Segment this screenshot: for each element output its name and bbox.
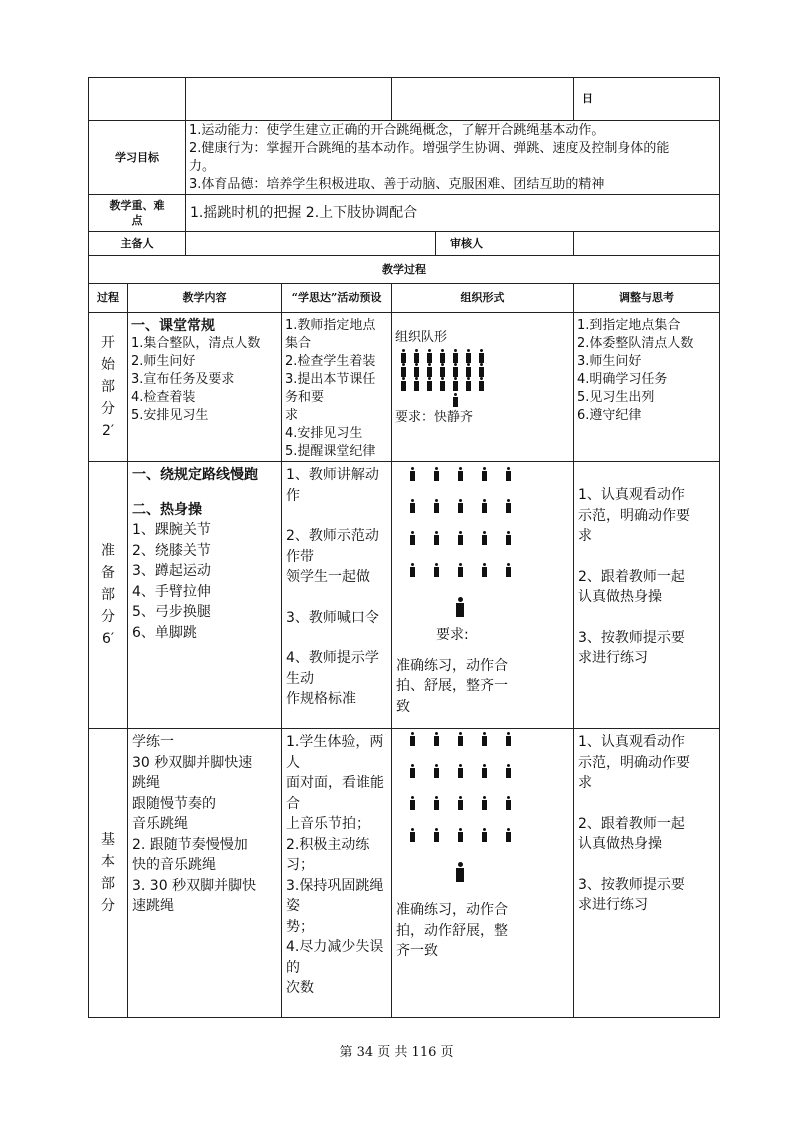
adjust-line: 认真做热身操 [578, 589, 663, 605]
content-title: 一、绕规定路线慢跑 [132, 467, 258, 483]
phase-char: 基 [101, 832, 115, 848]
teacher-icon [453, 393, 458, 407]
student-icon [434, 764, 439, 778]
goal-line: 1.运动能力：使学生建立正确的开合跳绳概念，了解开合跳绳基本动作。 [189, 123, 605, 138]
org-note-line: 拍、舒展，整齐一 [396, 678, 508, 694]
phase-char: 部 [101, 587, 115, 603]
org-note-line: 准确练习，动作合 [396, 657, 508, 674]
student-icon [458, 499, 463, 513]
student-icon [427, 349, 432, 363]
student-icon [506, 828, 511, 842]
preparer-value [186, 232, 436, 256]
goals-label: 学习目标 [89, 121, 186, 195]
adjust-line: 1.到指定地点集合 [577, 318, 681, 333]
goal-line: 2.健康行为：掌握开合跳绳的基本动作。增强学生协调、弹跳、速度及控制身体的能 [189, 141, 670, 156]
formation-lines-basic [396, 732, 569, 900]
adjust-line: 示范，明确动作要 [578, 507, 691, 524]
student-icon [506, 732, 511, 746]
student-icon [453, 349, 458, 363]
activity-line: 2、教师示范动作带 [286, 528, 379, 565]
student-icon [453, 363, 458, 377]
student-icon [414, 377, 419, 391]
content-line: 一、课堂常规 [131, 318, 215, 334]
student-icon [458, 732, 463, 746]
col-header-process: 过程 [89, 284, 128, 313]
start-organization [392, 313, 574, 462]
goals-text [186, 121, 720, 195]
adjust-line: 认真做热身操 [578, 836, 663, 852]
student-icon [427, 363, 432, 377]
org-note-line: 拍，动作舒展，整 [396, 922, 508, 939]
content-line: 3、蹲起运动 [132, 563, 211, 579]
col-header-organization: 组织形式 [392, 284, 574, 313]
phase-char: 分 [101, 401, 115, 417]
adjust-line: 求进行练习 [578, 650, 649, 666]
student-icon [482, 828, 487, 842]
activity-line: 4.安排见习生 [285, 426, 363, 441]
adjust-line: 求 [578, 775, 593, 791]
org-note-line: 齐一致 [396, 943, 438, 959]
content-line: 3.宣布任务及要求 [131, 372, 235, 387]
org-note: 要求：快静齐 [395, 410, 474, 425]
activity-line: 上音乐节拍； [286, 816, 370, 832]
phase-prep [89, 462, 128, 729]
student-icon [506, 764, 511, 778]
student-icon [479, 363, 484, 377]
basic-content [128, 729, 282, 1018]
goals-row [89, 121, 720, 195]
activity-line: 作规格标准 [286, 691, 356, 707]
activity-line: 2.检查学生着装 [285, 354, 376, 369]
student-icon [410, 531, 415, 545]
header-row [89, 78, 720, 121]
student-icon [506, 499, 511, 513]
activity-line: 1、教师讲解动作 [286, 467, 379, 504]
org-requirement-label: 要求: [436, 627, 469, 643]
section-basic-row [89, 729, 720, 1018]
page-footer: 第 34 页 共 116 页 [339, 1045, 454, 1060]
student-icon [410, 467, 415, 481]
activity-line: 4、教师提示学生动 [286, 650, 379, 687]
student-icon [506, 796, 511, 810]
adjust-line: 求进行练习 [578, 897, 649, 913]
student-icon [440, 349, 445, 363]
lesson-plan-table [88, 77, 720, 1018]
student-icon [479, 349, 484, 363]
student-icon [466, 363, 471, 377]
content-line: 音乐跳绳 [132, 816, 188, 832]
phase-char: 准 [101, 543, 115, 559]
student-icon [453, 377, 458, 391]
content-line: 快的音乐跳绳 [132, 857, 216, 873]
adjust-line: 5.见习生出列 [577, 390, 655, 405]
activity-line: 面对面，看谁能合 [286, 775, 384, 812]
student-icon [410, 563, 415, 577]
content-line: 速跳绳 [132, 898, 174, 914]
phase-char: 6′ [101, 631, 115, 647]
goal-line: 力。 [189, 159, 216, 174]
student-icon [410, 828, 415, 842]
student-icon [479, 377, 484, 391]
content-line: 1.集合整队，清点人数 [131, 336, 261, 351]
start-adjust [574, 313, 720, 462]
activity-line: 求 [285, 408, 299, 423]
activity-line: 4.尽力减少失误的 [286, 939, 384, 976]
key-points-label [89, 195, 186, 232]
start-activity [282, 313, 392, 462]
student-icon [482, 467, 487, 481]
phase-char: 开 [101, 335, 115, 351]
student-icon [434, 499, 439, 513]
prep-content [128, 462, 282, 729]
student-icon [466, 349, 471, 363]
student-icon [410, 499, 415, 513]
basic-adjust [574, 729, 720, 1018]
student-icon [458, 531, 463, 545]
org-title: 组织队形 [395, 330, 448, 345]
activity-line: 势； [286, 918, 314, 935]
student-icon [434, 467, 439, 481]
adjust-line: 示范，明确动作要 [578, 754, 691, 771]
student-icon [482, 764, 487, 778]
reviewer-value [574, 232, 720, 256]
content-line: 3. 30 秒双脚并脚快 [132, 877, 257, 894]
org-note-line: 准确练习，动作合 [396, 902, 508, 918]
student-icon [458, 563, 463, 577]
content-line: 4.检查着装 [131, 390, 196, 405]
content-title: 二、热身操 [132, 501, 202, 518]
student-icon [458, 467, 463, 481]
activity-line: 1.学生体验，两人 [286, 734, 384, 771]
lesson-plan-sheet [88, 77, 719, 1018]
student-icon [482, 531, 487, 545]
activity-line: 次数 [286, 980, 314, 996]
student-icon [410, 732, 415, 746]
col-header-activity: “学思达”活动预设 [282, 284, 392, 313]
section-prep-row [89, 462, 720, 729]
process-title-row [89, 256, 720, 284]
basic-activity [282, 729, 392, 1018]
student-icon [414, 349, 419, 363]
day-label: 日 [574, 78, 720, 121]
student-icon [427, 377, 432, 391]
student-icon [458, 796, 463, 810]
key-points-row [89, 195, 720, 232]
phase-char: 分 [101, 898, 115, 914]
col-header-adjust: 调整与思考 [574, 284, 720, 313]
phase-char: 分 [101, 609, 115, 625]
activity-line: 3.提出本节课任务和要 [285, 372, 376, 405]
content-line: 5.安排见习生 [131, 408, 209, 423]
student-icon [506, 563, 511, 577]
phase-basic [89, 729, 128, 1018]
phase-char: 本 [101, 854, 115, 870]
student-icon [458, 828, 463, 842]
content-line: 学练一 [132, 734, 174, 750]
org-note-line: 致 [396, 698, 410, 715]
activity-line: 领学生一起做 [286, 569, 370, 585]
student-icon [482, 563, 487, 577]
student-icon [434, 828, 439, 842]
content-line: 4、手臂拉伸 [132, 583, 211, 600]
prep-adjust [574, 462, 720, 729]
activity-line: 3、教师喊口令 [286, 609, 379, 626]
col-header-content: 教学内容 [128, 284, 282, 313]
content-line: 2.师生问好 [131, 354, 196, 369]
student-icon [434, 796, 439, 810]
adjust-line: 3.师生问好 [577, 354, 642, 369]
activity-line: 2.积极主动练习； [286, 836, 370, 873]
student-icon [410, 764, 415, 778]
activity-line: 3.保持巩固跳绳姿 [286, 877, 384, 914]
student-icon [401, 363, 406, 377]
student-icon [440, 377, 445, 391]
adjust-line: 求 [578, 528, 593, 544]
adjust-line: 6.遵守纪律 [577, 408, 642, 423]
adjust-line: 3、按教师提示要 [578, 629, 685, 646]
prep-activity [282, 462, 392, 729]
phase-start [89, 313, 128, 462]
student-icon [440, 363, 445, 377]
adjust-line: 4.明确学习任务 [577, 372, 668, 387]
key-points-label-line: 教学重、难 [109, 199, 165, 212]
content-line: 跟随慢节奏的 [132, 795, 216, 812]
student-icon [466, 377, 471, 391]
student-icon [401, 349, 406, 363]
content-line: 6、单脚跳 [132, 624, 197, 641]
student-icon [401, 377, 406, 391]
formation-lines-prep [396, 465, 569, 625]
phase-char: 部 [101, 876, 115, 892]
activity-line: 1.教师指定地点集合 [285, 318, 376, 351]
content-line: 跳绳 [132, 775, 160, 791]
student-icon [458, 764, 463, 778]
header-cell-empty-1 [89, 78, 186, 121]
student-icon [506, 531, 511, 545]
teacher-icon [456, 862, 464, 882]
content-line: 30 秒双脚并脚快速 [132, 754, 253, 771]
adjust-line: 2、跟着教师一起 [578, 815, 685, 832]
header-cell-empty-2 [186, 78, 392, 121]
activity-line: 5.提醒课堂纪律 [285, 444, 376, 459]
adjust-line: 3、按教师提示要 [578, 876, 685, 893]
column-header-row [89, 284, 720, 313]
phase-char: 备 [101, 565, 115, 581]
adjust-line: 1、认真观看动作 [578, 487, 685, 503]
student-icon [434, 531, 439, 545]
process-title: 教学过程 [89, 256, 720, 284]
preparer-row [89, 232, 720, 256]
student-icon [434, 563, 439, 577]
teacher-icon [456, 597, 464, 617]
phase-char: 部 [101, 379, 115, 395]
student-icon [410, 796, 415, 810]
student-icon [482, 499, 487, 513]
student-icon [482, 796, 487, 810]
key-points-label-line: 点 [131, 214, 143, 227]
preparer-label: 主备人 [89, 232, 186, 256]
student-icon [414, 363, 419, 377]
section-start-row [89, 313, 720, 462]
prep-organization [392, 462, 574, 729]
adjust-line: 1、认真观看动作 [578, 734, 685, 750]
header-cell-empty-3 [392, 78, 574, 121]
formation-grid-start [395, 347, 570, 409]
phase-char: 始 [101, 357, 115, 373]
goal-line: 3.体育品德：培养学生积极进取、善于动脑、克服困难、团结互助的精神 [189, 177, 605, 192]
key-points-text: 1.摇跳时机的把握 2.上下肢协调配合 [186, 195, 720, 232]
student-icon [482, 732, 487, 746]
student-icon [506, 467, 511, 481]
adjust-line: 2、跟着教师一起 [578, 568, 685, 585]
content-line: 2、绕膝关节 [132, 542, 211, 559]
student-icon [434, 732, 439, 746]
reviewer-label: 审核人 [436, 232, 574, 256]
phase-char: 2′ [101, 423, 115, 439]
content-line: 5、弓步换腿 [132, 604, 211, 620]
content-line: 1、踝腕关节 [132, 522, 211, 538]
content-line: 2. 跟随节奏慢慢加 [132, 836, 248, 853]
start-content [128, 313, 282, 462]
adjust-line: 2.体委整队清点人数 [577, 336, 694, 351]
basic-organization [392, 729, 574, 1018]
